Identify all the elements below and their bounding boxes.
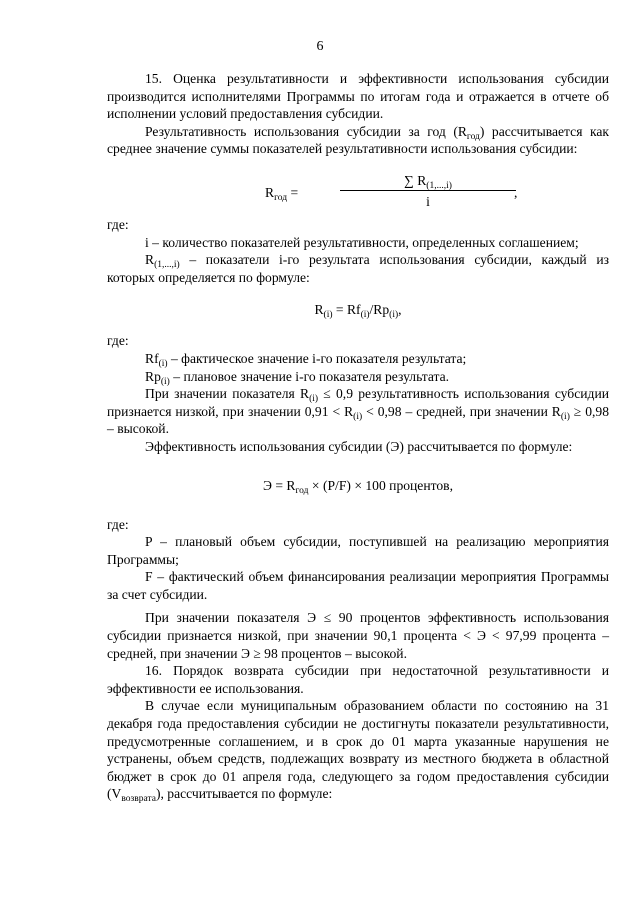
assessment-result-paragraph: При значении показателя $R_{(i)} \le 0,9$ результативность использования субсидии признается низкой, при значении $0,91 < R_{(i)} < 0,98$ – средней, при значении $R_{(i)} \ge 0,98$ – высокой. (107, 386, 610, 437)
definition-f: F – фактический объем финансирования реализации мероприятия Программы за счет субсидии. (107, 569, 609, 602)
definition-p: P – плановый объем субсидии, поступившей на реализацию мероприятия Программы; (107, 534, 609, 567)
result-intro-paragraph: Результативность использования субсидии за год $(R_{год})$ рассчитывается как среднее значение суммы показателей результативности использования субсидии: (107, 123, 609, 157)
paragraph-15: 15. Оценка результативности и эффективности использования субсидии производится исполнителями Программы по итогам года и отражается в отчете об исполнении условий предоставления субсидии. (107, 71, 609, 122)
where-label-3: где: (107, 516, 129, 532)
fraction-denominator: i (426, 193, 430, 209)
formula-r-i: $R_{(i)} = Rf_{(i)}/Rp_{(i)}$, (314, 301, 402, 320)
fraction-numerator: ∑ $R_{(1,...,i)}$ (340, 172, 516, 191)
formula-r-year-lhs: $R_{год}$ = (265, 184, 299, 203)
refund-paragraph: В случае если муниципальным образованием области по состоянию на 31 декабря года предоставления субсидии не достигнуты показатели результативности, предусмотренные соглашением, и в срок до 01 марта указанные нарушения не устранены, объем средств, подлежащих возврату из местного бюджета в областной бюджет в срок до 01 апреля года, следующего за годом предоставления субсидии $(V_{возврата})$, рассчитывается по формуле: (107, 698, 609, 805)
assessment-efficiency-paragraph: При значении показателя Э ≤ 90 процентов эффективность использования субсидии признается низкой, при значении 90,1 процента < Э < 97,99 процента – средней, при значении Э ≥ 98 процентов – высокой. (107, 610, 609, 661)
where-label: где: (107, 216, 129, 232)
where-label-2: где: (107, 333, 129, 349)
efficiency-intro-paragraph: Эффективность использования субсидии (Э) рассчитывается по формуле: (145, 438, 573, 454)
definition-rp: $Rp_{(i)}$ – плановое значение i-го показателя результата. (145, 368, 450, 387)
paragraph-16: 16. Порядок возврата субсидии при недостаточной результативности и эффективности ее использования. (107, 663, 609, 696)
formula-efficiency: $Э = R_{год} \times (P/F) \times 100$ процентов, (263, 477, 453, 496)
formula-r-year-fraction (340, 172, 516, 211)
definition-rf: $Rf_{(i)}$ – фактическое значение i-го показателя результата; (145, 350, 467, 369)
definition-i: i – количество показателей результативности, определенных соглашением; (145, 234, 579, 250)
definition-r-1i: $R_{(1,...,i)}$ – показатели i-го результата использования субсидии, каждый из которых определяется по формуле: (107, 252, 609, 285)
formula-r-year: $R_{год}$ = $\frac{\sum R_{(1,...,i)}}{i}$ , (265, 172, 518, 209)
page-number: 6 (316, 39, 324, 54)
document-body (107, 70, 609, 803)
